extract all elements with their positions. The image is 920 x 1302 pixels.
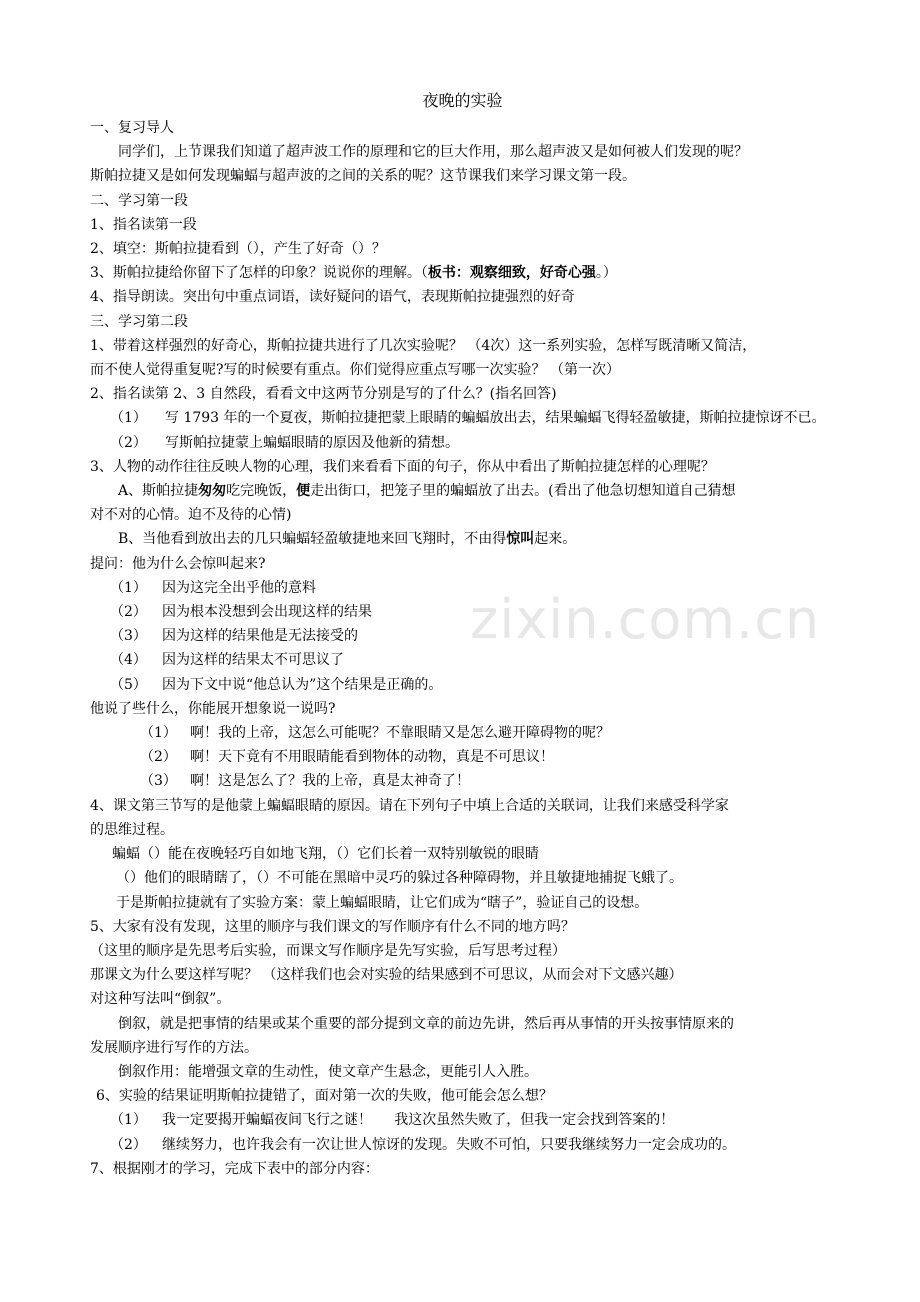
item-text: 因为这完全出乎他的意料 xyxy=(162,579,316,596)
item-number: （1） xyxy=(110,579,147,596)
step-4-reading: 4、指导朗读。突出句中重点词语，读好疑问的语气，表现斯帕拉捷强烈的好奇 xyxy=(90,289,575,306)
fill-sentence-1: 蝙蝠（）能在夜晚轻巧自如地飞翔，（）它们长着一双特别敏锐的眼睛 xyxy=(112,846,539,863)
q5-answer: （这里的顺序是先思考后实验，而课文写作顺序是先写实验，后写思考过程） xyxy=(90,942,566,959)
item-text: 因为这样的结果他是无法接受的 xyxy=(162,628,358,645)
experiment-plan: 于是斯帕拉捷就有了实验方案：蒙上蝙蝠眼睛，让它们成为“瞎子”，验证自己的设想。 xyxy=(116,894,649,911)
list-item xyxy=(90,769,835,793)
q3: 3、人物的动作往往反映人物的心理，我们来看看下面的句子，你从中看出了斯帕拉捷怎样的心理呢？ xyxy=(90,458,715,475)
item-text: 写斯帕拉捷蒙上蝙蝠眼睛的原因及他新的猜想。 xyxy=(165,434,459,451)
item-number: （2） xyxy=(110,604,147,621)
item-number: （4） xyxy=(110,652,147,669)
fill-sentence-2: （）他们的眼睛瞎了，（）不可能在黑暗中灵巧的躲过各种障碍物，并且敏捷地捕捉飞蛾了。 xyxy=(116,870,683,887)
item-text: 啊！我的上帝，这怎么可能呢？不靠眼睛又是怎么避开障碍物的呢？ xyxy=(190,725,610,742)
step-1: 1、指名读第一段 xyxy=(90,216,197,233)
step-3-text: 3、斯帕拉捷给你留下了怎样的印象？说说你的理解。（ xyxy=(90,265,428,282)
sentence-a xyxy=(90,479,835,503)
list-item xyxy=(90,721,835,745)
list-item xyxy=(90,600,835,624)
question-why-exclaim: 提问：他为什么会惊叫起来? xyxy=(90,555,266,572)
emphasis-then: 便 xyxy=(296,483,311,500)
document-page xyxy=(90,88,835,1181)
sentence-b-part: B、当他看到放出去的几只蝙蝠轻盈敏捷地来回飞翔时，不由得 xyxy=(118,531,507,548)
list-item xyxy=(90,745,835,769)
item-text: 我一定要揭开蝙蝠夜间飞行之谜！ 我这次虽然失败了，但我一定会找到答案的！ xyxy=(162,1112,675,1129)
flashback-definition-line-1: 倒叙，就是把事情的结果或某个重要的部分提到文章的前边先讲，然后再从事情的开头按事情原来的 xyxy=(118,1015,734,1032)
step-3-impression xyxy=(90,261,835,285)
sentence-a-part: 吃完晚饭， xyxy=(226,483,297,500)
emphasis-hurry: 匆匆 xyxy=(198,483,227,500)
flashback-definition-line-2: 发展顺序进行写作的方法。 xyxy=(90,1039,258,1056)
item-text: 啊！天下竟有不用眼睛能看到物体的动物，真是不可思议！ xyxy=(190,749,554,766)
q5: 5、大家有没有发现，这里的顺序与我们课文的写作顺序有什么不同的地方吗？ xyxy=(90,918,575,935)
q1-line-1: 1、带着这样强烈的好奇心，斯帕拉捷共进行了几次实验呢？ （4次）这一系列实验，怎样写既清晰又简洁， xyxy=(90,337,757,354)
q6: 6、实验的结果证明斯帕拉捷错了，面对第一次的失败，他可能会怎么想？ xyxy=(96,1088,553,1105)
imagine-prompt: 他说了些什么，你能展开想象说一说吗? xyxy=(90,700,336,717)
flashback-effect: 倒叙作用：能增强文章的生动性，使文章产生悬念，更能引人入胜。 xyxy=(118,1063,538,1080)
list-item xyxy=(90,624,835,648)
section-heading-second-para: 三、学习第二段 xyxy=(90,313,188,330)
section-heading-review: 一、复习导人 xyxy=(90,120,174,136)
sentence-a-part: A、斯帕拉捷 xyxy=(118,483,199,500)
item-number: （2） xyxy=(110,1136,147,1153)
intro-paragraph-line-1: 同学们，上节课我们知道了超声波工作的原理和它的巨大作用，那么超声波又是如何被人们发现的呢？ xyxy=(118,144,748,161)
q1-line-2: 而不使人觉得重复呢?写的时候要有重点。你们觉得应重点写哪一次实验？ （第一次） xyxy=(90,362,620,379)
document-title: 夜晚的实验 xyxy=(422,91,503,110)
blackboard-note: 板书：观察细致，好奇心强 xyxy=(427,265,596,282)
item-text: 写 1793 年的一个夏夜，斯帕拉捷把蒙上眼睛的蝙蝠放出去，结果蝙蝠飞得轻盈敏捷，斯帕拉捷惊讶不已。 xyxy=(165,410,826,427)
sentence-b-part: 起来。 xyxy=(534,531,577,548)
item-number: （3） xyxy=(140,773,177,790)
watermark: zixin.com.cn xyxy=(470,588,821,651)
item-number: （2） xyxy=(110,434,147,451)
q4-line-1: 4、课文第三节写的是他蒙上蝙蝠眼睛的原因。请在下列句子中填上合适的关联词，让我们来感受科学家 xyxy=(90,797,729,814)
sentence-a-part: 走出街口，把笼子里的蝙蝠放了出去。(看出了他急切想知道自己猜想 xyxy=(310,483,736,500)
q2: 2、指名读第 2、3 自然段，看看文中这两节分别是写的了什么？(指名回答) xyxy=(90,386,557,403)
list-item xyxy=(90,1108,835,1132)
list-item xyxy=(90,648,835,672)
item-text: 因为这样的结果太不可思议了 xyxy=(162,652,344,669)
item-text: 因为根本没想到会出现这样的结果 xyxy=(162,604,372,621)
item-number: （2） xyxy=(140,749,177,766)
q4-line-2: 的思维过程。 xyxy=(90,821,174,838)
step-3-close: 。） xyxy=(595,265,617,282)
step-2-fill-blank: 2、填空：斯帕拉捷看到（），产生了好奇（）？ xyxy=(90,241,386,258)
sentence-a-line-2: 对不对的心情。迫不及待的心情) xyxy=(90,507,292,524)
list-item xyxy=(90,673,835,697)
emphasis-exclaim: 惊叫 xyxy=(506,531,535,548)
item-number: （1） xyxy=(110,410,147,427)
q5-flashback-term: 对这种写法叫“倒叙”。 xyxy=(90,991,231,1008)
q5-why: 那课文为什么要这样写呢？ （这样我们也会对实验的结果感到不可思议，从而会对下文感兴趣） xyxy=(90,967,683,984)
item-number: （3） xyxy=(110,628,147,645)
item-text: 啊！这是怎么了？我的上帝，真是太神奇了！ xyxy=(190,773,470,790)
item-number: （1） xyxy=(140,725,177,742)
list-item xyxy=(90,431,835,455)
sentence-b xyxy=(90,527,835,551)
item-text: 继续努力，也许我会有一次让世人惊讶的发现。失败不可怕，只要我继续努力一定会成功的。 xyxy=(162,1136,736,1153)
q7: 7、根据刚才的学习，完成下表中的部分内容： xyxy=(90,1160,379,1177)
list-item xyxy=(90,406,835,430)
list-item xyxy=(90,1133,835,1157)
section-heading-first-para: 二、学习第一段 xyxy=(90,192,188,209)
intro-paragraph-line-2: 斯帕拉捷又是如何发现蝙蝠与超声波的之间的关系的呢？这节课我们来学习课文第一段。 xyxy=(90,168,636,185)
item-number: （1） xyxy=(110,1112,147,1129)
item-text: 因为下文中说“他总认为”这个结果是正确的。 xyxy=(162,676,443,693)
list-item xyxy=(90,576,835,600)
item-number: （5） xyxy=(110,676,147,693)
